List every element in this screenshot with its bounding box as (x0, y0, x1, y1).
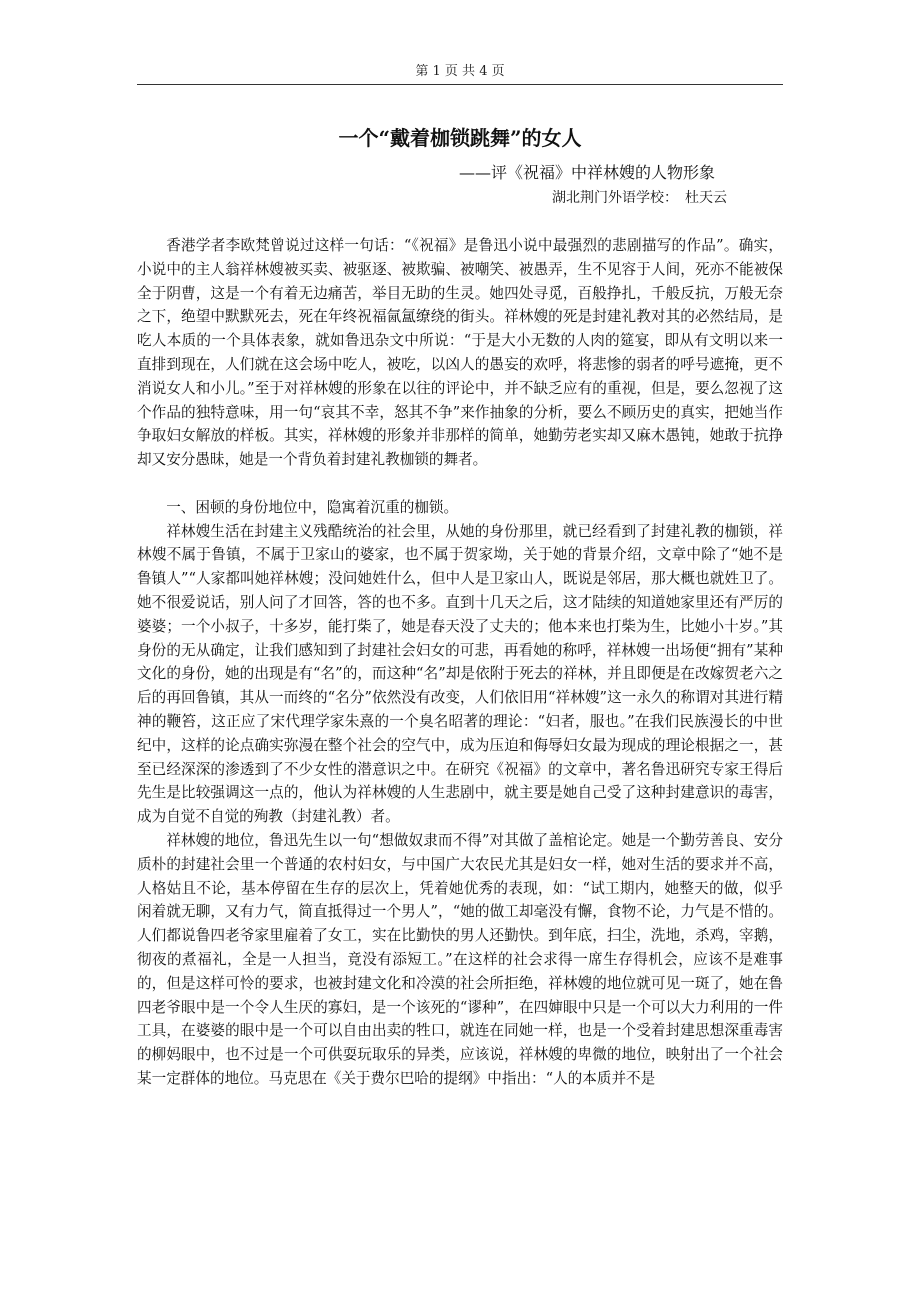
author-line: 湖北荆门外语学校： 杜天云 (552, 190, 727, 206)
page-header: 第 1 页 共 4 页 (415, 64, 505, 79)
section-heading: 一、困顿的身份地位中，隐寓着沉重的枷锁。 (166, 498, 459, 516)
article-body (137, 234, 783, 1091)
paragraph: 祥林嫂的地位，鲁迅先生以一句“想做奴隶而不得”对其做了盖棺论定。她是一个勤劳善良、安分质朴的封建社会里一个普通的农村妇女，与中国广大农民尤其是妇女一样，她对生活的要求并不高，人格姑且不论，基本停留在生存的层次上，凭着她优秀的表现，如：“试工期内，她整天的做，似乎闲着就无聊，又有力气，简直抵得过一个男人”，“她的做工却毫没有懈，食物不论，力气是不惜的。人们都说鲁四老爷家里雇着了女工，实在比勤快的男人还勤快。到年底，扫尘，洗地，杀鸡，宰鹅，彻夜的煮福礼，全是一人担当，竟没有添短工。”在这样的社会求得一席生存得机会，应该不是难事的，但是这样可怜的要求，也被封建文化和冷漠的社会所拒绝，祥林嫂的地位就可见一斑了，她在鲁四老爷眼中是一个令人生厌的寡妇，是一个该死的“谬种”，在四婶眼中只是一个可以大力利用的一件工具，在婆婆的眼中是一个可以自由出卖的牲口，就连在同她一样，也是一个受着封建思想深重毒害的柳妈眼中，也不过是一个可供耍玩取乐的异类，应该说，祥林嫂的卑微的地位，映射出了一个社会某一定群体的地位。马克思在《关于费尔巴哈的提纲》中指出：“人的本质并不是 (137, 831, 783, 1087)
header-divider (137, 84, 783, 85)
article-subtitle: ——评《祝福》中祥林嫂的人物形象 (458, 163, 715, 182)
article-title: 一个“戴着枷锁跳舞”的女人 (338, 126, 582, 150)
paragraph-intro: 香港学者李欧梵曾说过这样一句话：“《祝福》是鲁迅小说中最强烈的悲剧描写的作品”。确实，小说中的主人翁祥林嫂被买卖、被驱逐、被欺骗、被嘲笑、被愚弄，生不见容于人间，死亦不能被保全于阴曹，这是一个有着无边痛苦，举目无助的生灵。她四处寻觅，百般挣扎，千般反抗，万般无奈之下，绝望中默默死去，死在年终祝福氤氲缭绕的街头。祥林嫂的死是封建礼教对其的必然结局，是吃人本质的一个具体表象，就如鲁迅杂文中所说：“于是大小无数的人肉的筵宴，即从有文明以来一直排到现在，人们就在这会场中吃人，被吃，以凶人的愚妄的欢呼，将悲惨的弱者的呼号遮掩，更不消说女人和小儿。”至于对祥林嫂的形象在以往的评论中，并不缺乏应有的重视，但是，要么忽视了这个作品的独特意味，用一句“哀其不幸，怒其不争”来作抽象的分析，要么不顾历史的真实，把她当作争取妇女解放的样板。其实，祥林嫂的形象并非那样的简单，她勤劳老实却又麻木愚钝，她敢于抗挣却又安分愚昧，她是一个背负着封建礼教枷锁的舞者。 (137, 237, 783, 469)
paragraph: 祥林嫂生活在封建主义残酷统治的社会里，从她的身份那里，就已经看到了封建礼教的枷锁，祥林嫂不属于鲁镇，不属于卫家山的婆家，也不属于贺家坳，关于她的背景介绍，文章中除了“她不是鲁镇人”“人家都叫她祥林嫂；没问她姓什么，但中人是卫家山人，既说是邻居，那大概也就姓卫了。她不很爱说话，别人问了才回答，答的也不多。直到十几天之后，这才陆续的知道她家里还有严厉的婆婆；一个小叔子，十多岁，能打柴了，她是春天没了丈夫的；他本来也打柴为生，比她小十岁。”其身份的无从确定，让我们感知到了封建社会妇女的可悲，再看她的称呼，祥林嫂一出场便“拥有”某种文化的身份，她的出现是有“名”的，而这种“名”却是依附于死去的祥林，并且即便是在改嫁贺老六之后的再回鲁镇，其从一而终的“名分”依然没有改变，人们依旧用“祥林嫂”这一永久的称谓对其进行精神的鞭笞，这正应了宋代理学家朱熹的一个臭名昭著的理论：“妇者，服也。”在我们民族漫长的中世纪中，这样的论点确实弥漫在整个社会的空气中，成为压迫和侮辱妇女最为现成的理论根据之一，甚至已经深深的渗透到了不少女性的潜意识之中。在研究《祝福》的文章中，著名鲁迅研究专家王得后先生是比较强调这一点的，他认为祥林嫂的人生悲剧中，就主要是她自己受了这种封建意识的毒害，成为自觉不自觉的殉教（封建礼教）者。 (137, 522, 783, 826)
